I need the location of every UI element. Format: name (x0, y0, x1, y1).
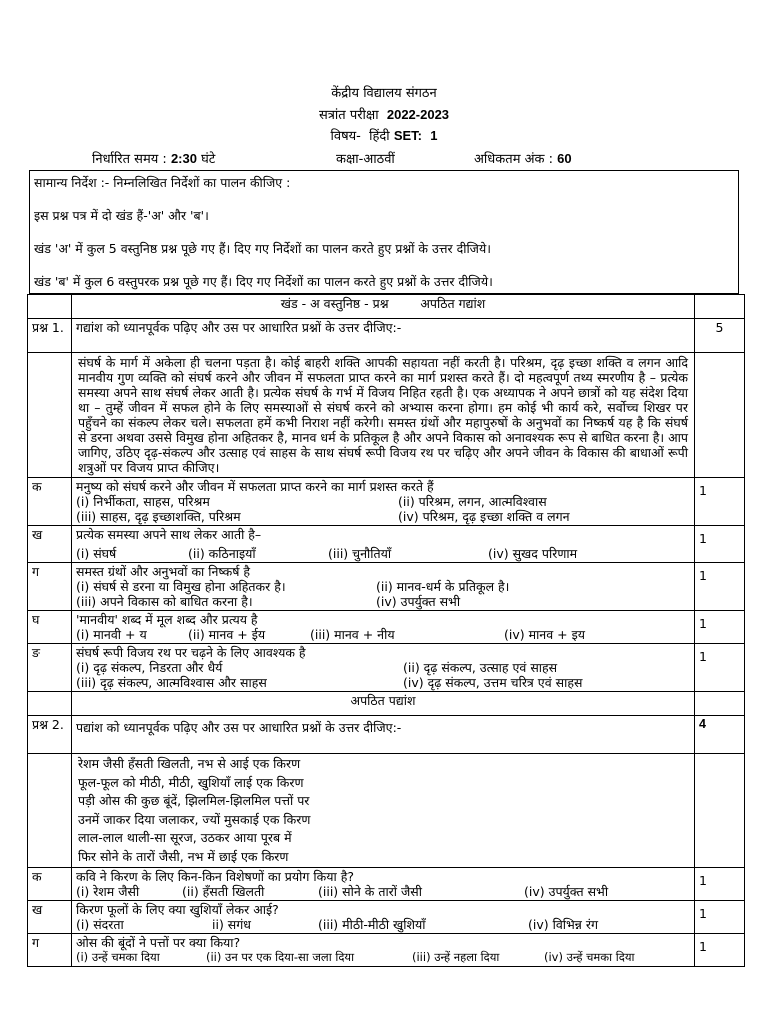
sub-question-marks: 1 (695, 478, 745, 526)
option: (ii) मानव + ईय (188, 627, 266, 642)
option: (iii) चुनौतियाँ (328, 546, 392, 561)
exam-year: 2022-2023 (386, 107, 450, 122)
set-number: 1 (430, 128, 438, 143)
options-row (76, 884, 690, 899)
option: (ii) हँसती खिलती (182, 884, 265, 899)
sub-question-text: किरण फूलों के लिए क्या खुशियाँ लेकर आई? (76, 902, 279, 917)
empty-cell (28, 295, 72, 319)
poem-line: फिर सोने के तारों जैसी, नभ में छाई एक किरण (78, 848, 289, 864)
exam-title (0, 105, 768, 123)
question-marks: 5 (695, 319, 745, 353)
option: (ii) उन पर एक दिया-सा जला दिया (206, 950, 355, 964)
sub-question-text: कवि ने किरण के लिए किन-किन विशेषणों का प्रयोग किया है? (76, 869, 354, 884)
exam-label: सत्रांत परीक्षा (318, 108, 379, 123)
sub-question (72, 478, 695, 526)
options-row (76, 675, 690, 690)
option: (iii) सोने के तारों जैसी (318, 884, 422, 899)
question-text: पद्यांश को ध्यानपूर्वक पढ़िए और उस पर आधारित प्रश्नों के उत्तर दीजिए:- (72, 716, 695, 754)
sub-question (72, 526, 695, 563)
instruction-line: खंड 'अ' में कुल 5 वस्तुनिष्ठ प्रश्न पूछे गए हैं। दिए गए निर्देशों का पालन करते हुए प्रश्नों के उत्तर दीजिये। (34, 241, 491, 256)
marks-label: अधिकतम अंक : (474, 152, 554, 167)
set-label: SET: (393, 128, 422, 143)
sub-question-text: समस्त ग्रंथों और अनुभवों का निष्कर्ष है (76, 564, 251, 579)
class-name: कक्षा-आठवीं (336, 152, 395, 167)
sub-question-row (28, 934, 745, 967)
option: (iii) मानव + नीय (310, 627, 395, 642)
poem-line: फूल-फूल को मीठी, मीठी, खुशियाँ लाई एक किरण (78, 774, 304, 790)
section-2-title: अपठित पद्यांश (72, 692, 695, 716)
sub-question (72, 934, 695, 967)
option: (iii) साहस, दृढ़ इच्छाशक्ति, परिश्रम (76, 509, 241, 524)
poem-line: पड़ी ओस की कुछ बूंदें, झिलमिल-झिलमिल पत्तों पर (78, 793, 310, 808)
sub-question-label: क (28, 868, 72, 901)
instruction-line: खंड 'ब' में कुल 6 वस्तुपरक प्रश्न पूछे गए हैं। दिए गए निर्देशों का पालन करते हुए प्रश्नों के उत्तर दीजिये। (34, 274, 493, 289)
empty-cell (695, 295, 745, 319)
options-row (76, 546, 690, 561)
questions-table (27, 294, 745, 967)
options-row (76, 509, 690, 524)
sub-question-label: ख (28, 901, 72, 934)
option: (iv) परिश्रम, दृढ़ इच्छा शक्ति व लगन (398, 509, 570, 524)
option: (iv) उपर्युक्त सभी (524, 884, 609, 899)
sub-question-row (28, 611, 745, 644)
time-label: निर्धारित समय : (92, 152, 167, 167)
option: (iv) उन्हें चमका दिया (544, 950, 635, 964)
sub-question-marks: 1 (695, 644, 745, 692)
option: (iii) उन्हें नहला दिया (412, 950, 500, 964)
question-number: प्रश्न 1. (28, 319, 72, 353)
option: (i) मानवी + य (76, 627, 147, 642)
subject-label: विषय- (330, 129, 361, 144)
section-1-title: खंड - अ वस्तुनिष्ठ - प्रश्न अपठित गद्यांश (72, 295, 695, 319)
sub-question (72, 901, 695, 934)
sub-question (72, 563, 695, 611)
sub-question-label: ङ (28, 644, 72, 692)
option: (ii) कठिनाइयाँ (188, 546, 256, 561)
option: (iv) विभिन्न रंग (528, 917, 599, 932)
option: (i) निर्भीकता, साहस, परिश्रम (76, 494, 210, 509)
sub-question-text: 'मानवीय' शब्द में मूल शब्द और प्रत्यय है (76, 612, 258, 627)
sub-question (72, 611, 695, 644)
option: (i) उन्हें चमका दिया (76, 950, 160, 964)
sub-question-label: घ (28, 611, 72, 644)
question-row (28, 319, 745, 353)
marks-value: 60 (557, 151, 572, 166)
poem-row (28, 754, 745, 868)
option: (ii) मानव-धर्म के प्रतिकूल है। (376, 579, 510, 594)
empty-cell (695, 692, 745, 716)
option: (i) संघर्ष (76, 546, 117, 561)
time-value: 2:30 (170, 151, 197, 166)
sub-question-row (28, 563, 745, 611)
sub-question (72, 868, 695, 901)
general-instructions (29, 170, 739, 294)
empty-cell (28, 353, 72, 478)
options-row (76, 594, 690, 609)
sub-question-row (28, 644, 745, 692)
sub-question-marks: 1 (695, 526, 745, 563)
sub-question-marks: 1 (695, 868, 745, 901)
option: (ii) दृढ़ संकल्प, उत्साह एवं साहस (403, 660, 558, 675)
empty-cell (695, 754, 745, 868)
poem-line: लाल-लाल थाली-सा सूरज, उठकर आया पूरब में (78, 830, 292, 845)
options-row (76, 950, 690, 965)
option: (iii) मीठी-मीठी खुशियाँ (318, 917, 426, 932)
option: (ii) परिश्रम, लगन, आत्मविश्वास (398, 494, 547, 509)
sub-question-marks: 1 (695, 611, 745, 644)
sub-question-label: ख (28, 526, 72, 563)
sub-question-row (28, 901, 745, 934)
instruction-line: इस प्रश्न पत्र में दो खंड हैं-'अ' और 'ब'। (34, 208, 209, 223)
poem-passage (72, 754, 695, 868)
option: (iv) मानव + इय (504, 627, 586, 642)
sub-question-text: संघर्ष रूपी विजय रथ पर चढ़ने के लिए आवश्यक है (76, 645, 306, 660)
options-row (76, 494, 690, 509)
time-unit: घंटे (201, 152, 216, 167)
exam-organization: केंद्रीय विद्यालय संगठन (331, 86, 437, 101)
poem-line: रेशम जैसी हँसती खिलती, नभ से आई एक किरण (78, 756, 301, 771)
option: (iii) अपने विकास को बाधित करना है। (76, 594, 253, 609)
option: (iv) सुखद परिणाम (488, 546, 578, 561)
max-marks (474, 149, 572, 167)
empty-cell (28, 754, 72, 868)
empty-cell (695, 353, 745, 478)
sub-question-label: ग (28, 563, 72, 611)
section-heading-row (28, 295, 745, 319)
sub-question-text: मनुष्य को संघर्ष करने और जीवन में सफलता प्राप्त करने का मार्ग प्रशस्त करते हैं (76, 479, 434, 494)
passage-row (28, 353, 745, 478)
question-row (28, 716, 745, 754)
sub-question-row (28, 478, 745, 526)
sub-question-row (28, 526, 745, 563)
options-row (76, 627, 690, 642)
sub-question-text: ओस की बूंदों ने पत्तों पर क्या किया? (76, 935, 241, 950)
sub-question (72, 644, 695, 692)
sub-question-marks: 1 (695, 901, 745, 934)
subject-line (0, 126, 768, 144)
empty-cell (28, 692, 72, 716)
poem-line: उनमें जाकर दिया जलाकर, ज्यों मुसकाई एक किरण (78, 811, 311, 827)
question-marks: 4 (695, 716, 745, 754)
options-row (76, 660, 690, 675)
prose-passage: संघर्ष के मार्ग में अकेला ही चलना पड़ता है। कोई बाहरी शक्ति आपकी सहायता नहीं करती है। परिश्रम, दृढ़ इच्छा शक्ति व लगन आदि मानवीय गुण व्यक्ति को संघर्ष करने और जीवन में सफलता प्राप्त करने का मार्ग प्रशस्त करते हैं। दो महत्वपूर्ण तथ्य स्मरणीय है – प्रत्येक समस्या अपने साथ संघर्ष लेकर आती है। प्रत्येक संघर्ष के गर्भ में विजय निहित रहती है। एक अध्यापक ने अपने छात्रों को यह संदेश दिया था – तुम्हें जीवन में सफल होने के लिए समस्याओं से संघर्ष करने को अभ्यास करना होगा। हम कोई भी कार्य करे, सर्वोच्च शिखर पर पहुँचने का संकल्प लेकर चले। सफलता हमें कभी निराश नहीं करेगी। समस्त ग्रंथों और महापुरुषों के अनुभवों का निष्कर्ष यह है कि संघर्ष से डरना अथवा उससे विमुख होना अहितकर है, मानव धर्म के प्रतिकूल है और अपने विकास को अनावश्यक रूप से बाधित करना है। आप जागिए, उठिए दृढ़-संकल्प और उत्साह एवं साहस के साथ संघर्ष रूपी विजय रथ पर चढ़िए और अपने जीवन के विकास की बाधाओं रूपी शत्रुओं पर विजय प्राप्त कीजिए। (72, 353, 695, 478)
options-row (76, 579, 690, 594)
option: (iii) दृढ़ संकल्प, आत्मविश्वास और साहस (76, 675, 267, 690)
question-number: प्रश्न 2. (28, 716, 72, 754)
option: (iv) दृढ़ संकल्प, उत्तम चरित्र एवं साहस (403, 675, 583, 690)
time-allowed (92, 149, 215, 167)
sub-question-marks: 1 (695, 934, 745, 967)
option: ii) सगंध (212, 917, 251, 932)
question-text: गद्यांश को ध्यानपूर्वक पढ़िए और उस पर आधारित प्रश्नों के उत्तर दीजिए:- (72, 319, 695, 353)
option: (i) रेशम जैसी (76, 884, 140, 899)
option: (iv) उपर्युक्त सभी (376, 594, 461, 609)
sub-question-row (28, 868, 745, 901)
section-heading-row (28, 692, 745, 716)
option: (i) संघर्ष से डरना या विमुख होना अहितकर है। (76, 579, 286, 594)
sub-question-label: ग (28, 934, 72, 967)
option: (i) संदरता (76, 917, 124, 932)
sub-question-label: क (28, 478, 72, 526)
subject-name: हिंदी (369, 129, 390, 144)
sub-question-marks: 1 (695, 563, 745, 611)
sub-question-text: प्रत्येक समस्या अपने साथ लेकर आती है– (76, 527, 262, 542)
options-row (76, 917, 690, 932)
option: (i) दृढ़ संकल्प, निडरता और धैर्य (76, 660, 223, 675)
instructions-title: सामान्य निर्देश :- निम्नलिखित निर्देशों का पालन कीजिए : (34, 175, 291, 190)
